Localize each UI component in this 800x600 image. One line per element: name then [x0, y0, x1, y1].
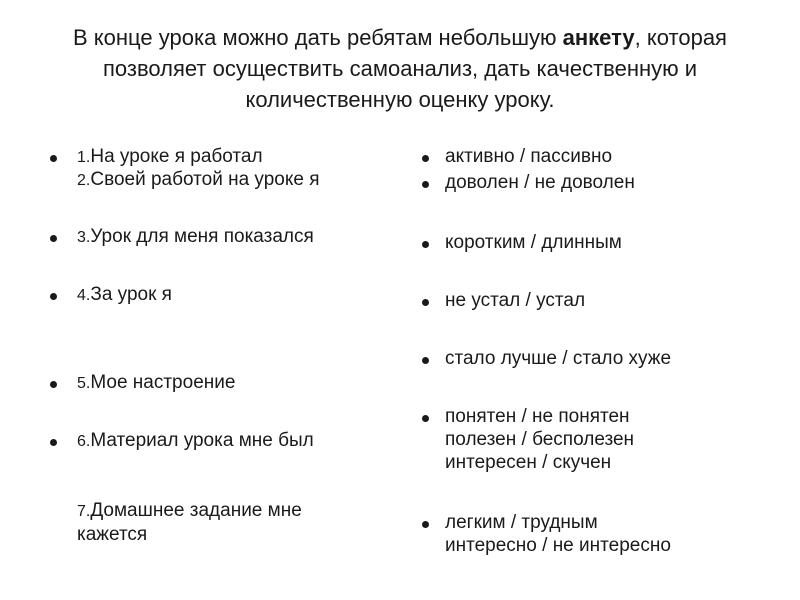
bullet-icon: [50, 235, 57, 242]
title-bold-word: анкету: [562, 25, 635, 50]
title-text-end: , которая позволяет осуществить самоанализ, дать качественную и количественную оценку уроку.: [102, 25, 727, 112]
bullet-icon: [422, 181, 429, 188]
slide-title: [40, 22, 760, 115]
bullet-icon: [422, 357, 429, 364]
bullet-icon: [422, 521, 429, 528]
right-item-3: коротким / длинным: [445, 232, 622, 253]
right-item-6: понятен / не понятен полезен / бесполезен интересен / скучен: [445, 406, 635, 473]
left-item-5: 5.Мое настроение: [77, 372, 236, 393]
title-text-start: В конце урока можно дать ребятам небольшую: [73, 25, 563, 50]
left-item-7: 7.Домашнее задание мне кажется: [77, 500, 302, 545]
right-item-2: доволен / не доволен: [445, 172, 635, 193]
left-item-6: 6.Материал урока мне был: [77, 430, 314, 451]
left-item-1: 1.На уроке я работал: [77, 146, 263, 167]
right-item-1: активно / пассивно: [445, 146, 613, 167]
left-item-3: 3.Урок для меня показался: [77, 226, 314, 247]
left-item-4: 4.За урок я: [77, 284, 172, 305]
bullet-icon: [422, 155, 429, 162]
bullet-icon: [422, 415, 429, 422]
bullet-icon: [50, 155, 57, 162]
right-item-7: легким / трудным интересно / не интересно: [445, 512, 671, 556]
bullet-icon: [422, 299, 429, 306]
bullet-icon: [422, 241, 429, 248]
bullet-icon: [50, 293, 57, 300]
left-item-2: 2.Своей работой на уроке я: [77, 169, 320, 190]
bullet-icon: [50, 381, 57, 388]
bullet-icon: [50, 439, 57, 446]
right-item-5: стало лучше / стало хуже: [445, 348, 672, 369]
right-item-4: не устал / устал: [445, 290, 586, 311]
